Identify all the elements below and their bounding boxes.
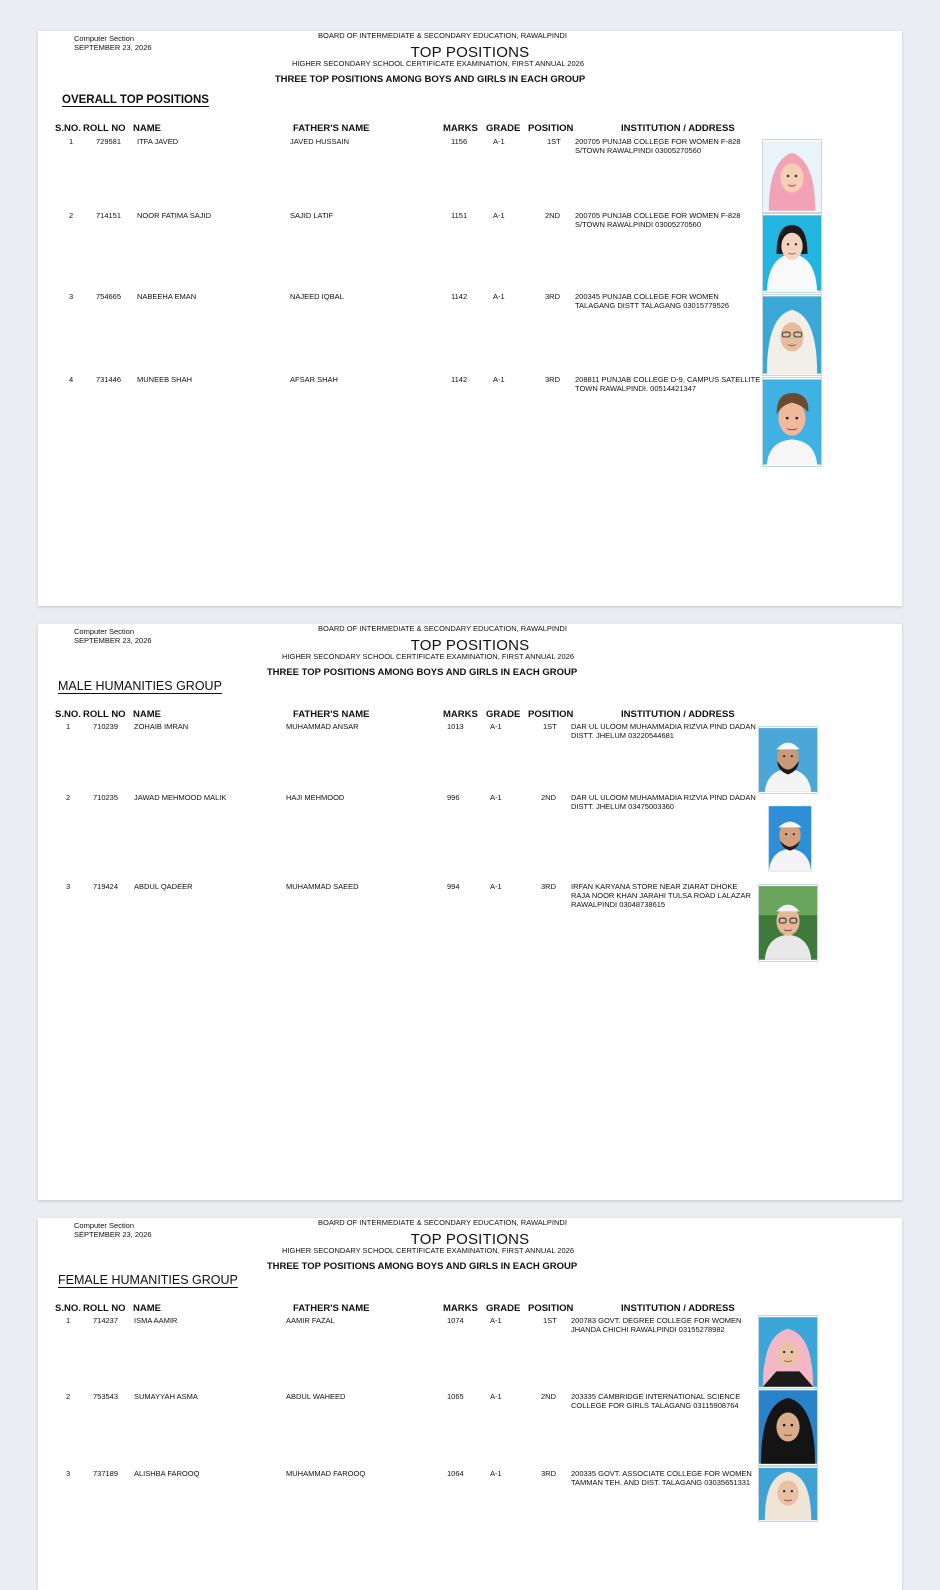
header-marks: MARKS — [443, 1303, 478, 1314]
cell-sno: 3 — [66, 882, 71, 891]
subtitle: THREE TOP POSITIONS AMONG BOYS AND GIRLS IN EACH GROUP — [274, 74, 586, 85]
header-marks: MARKS — [443, 123, 478, 134]
subtitle: THREE TOP POSITIONS AMONG BOYS AND GIRLS IN EACH GROUP — [266, 667, 578, 678]
exam-name: HIGHER SECONDARY SCHOOL CERTIFICATE EXAMINATION, FIRST ANNUAL 2026 — [291, 59, 584, 68]
cell-grade: A-1 — [493, 292, 505, 301]
student-photo — [758, 1315, 818, 1389]
page-female-humanities — [38, 1218, 902, 1590]
cell-sno: 2 — [66, 1392, 71, 1401]
cell-marks: 1013 — [447, 722, 464, 731]
cell-institution: DAR UL ULOOM MUHAMMADIA RIZVIA PIND DADAN DISTT. JHELUM 03220544681 — [571, 722, 756, 740]
cell-name: JAWAD MEHMOOD MALIK — [134, 793, 227, 802]
cell-marks: 1074 — [447, 1316, 464, 1325]
header-position: POSITION — [528, 709, 574, 720]
cell-grade: A-1 — [490, 793, 502, 802]
cell-sno: 1 — [66, 722, 71, 731]
student-photo — [758, 1466, 818, 1522]
cell-father: AAMIR FAZAL — [286, 1316, 335, 1325]
cell-sno: 4 — [69, 375, 74, 384]
cell-institution: DAR UL ULOOM MUHAMMADIA RIZVIA PIND DADAN DISTT. JHELUM 03475003360 — [571, 793, 756, 811]
header-grade: GRADE — [486, 123, 521, 134]
student-photo — [762, 213, 822, 293]
cell-position: 3RD — [545, 375, 561, 384]
cell-father: HAJI MEHMOOD — [286, 793, 345, 802]
cell-grade: A-1 — [493, 137, 505, 146]
cell-grade: A-1 — [490, 722, 502, 731]
cell-marks: 1065 — [447, 1392, 464, 1401]
cell-father: SAJID LATIF — [290, 211, 334, 220]
cell-sno: 1 — [69, 137, 74, 146]
student-photo — [758, 726, 818, 794]
cell-roll: 710239 — [93, 722, 119, 731]
header-institution: INSTITUTION / ADDRESS — [621, 709, 735, 720]
exam-name: HIGHER SECONDARY SCHOOL CERTIFICATE EXAMINATION, FIRST ANNUAL 2026 — [281, 652, 574, 661]
header-sno: S.NO. — [55, 1303, 81, 1314]
cell-marks: 1156 — [451, 137, 468, 146]
cell-sno: 2 — [66, 793, 71, 802]
student-photo — [762, 294, 822, 376]
cell-roll: 714237 — [93, 1316, 119, 1325]
cell-name: ZOHAIB IMRAN — [134, 722, 189, 731]
cell-sno: 2 — [69, 211, 74, 220]
cell-father: AFSAR SHAH — [290, 375, 338, 384]
page-title: TOP POSITIONS — [410, 44, 530, 61]
cell-marks: 1142 — [451, 375, 468, 384]
cell-name: MUNEEB SHAH — [137, 375, 193, 384]
header-grade: GRADE — [486, 1303, 521, 1314]
page-overall — [38, 31, 902, 606]
cell-roll: 714151 — [96, 211, 122, 220]
header-marks: MARKS — [443, 709, 478, 720]
cell-position: 2ND — [545, 211, 561, 220]
cell-position: 2ND — [541, 793, 557, 802]
cell-marks: 996 — [447, 793, 460, 802]
board-name: BOARD OF INTERMEDIATE & SECONDARY EDUCATION, RAWALPINDI — [318, 1218, 567, 1227]
header-institution: INSTITUTION / ADDRESS — [621, 123, 735, 134]
cell-marks: 1064 — [447, 1469, 464, 1478]
header-sno: S.NO. — [55, 709, 81, 720]
exam-name: HIGHER SECONDARY SCHOOL CERTIFICATE EXAMINATION, FIRST ANNUAL 2026 — [281, 1246, 574, 1255]
cell-institution: 200335 GOVT. ASSOCIATE COLLEGE FOR WOMEN TAMMAN TEH. AND DIST. TALAGANG 03035651331 — [571, 1469, 752, 1487]
cell-position: 2ND — [541, 1392, 557, 1401]
student-photo — [762, 377, 822, 467]
cell-roll: 753543 — [93, 1392, 119, 1401]
page-male-humanities — [38, 624, 902, 1200]
student-photo — [762, 139, 822, 213]
cell-marks: 994 — [447, 882, 460, 891]
cell-institution: 200705 PUNJAB COLLEGE FOR WOMEN F-828 S/TOWN RAWALPINDI 03005270560 — [575, 137, 741, 155]
cell-name: NOOR FATIMA SAJID — [137, 211, 212, 220]
group-title: OVERALL TOP POSITIONS — [62, 94, 209, 106]
header-father: FATHER'S NAME — [293, 123, 370, 134]
cell-father: JAVED HUSSAIN — [290, 137, 350, 146]
cell-grade: A-1 — [490, 1469, 502, 1478]
group-title: MALE HUMANITIES GROUP — [58, 679, 222, 693]
cell-name: ITFA JAVED — [137, 137, 179, 146]
cell-position: 3RD — [545, 292, 561, 301]
cell-grade: A-1 — [490, 1316, 502, 1325]
cell-sno: 3 — [69, 292, 74, 301]
page-title: TOP POSITIONS — [410, 637, 530, 654]
computer-section: Computer Section SEPTEMBER 23, 2026 — [74, 1221, 152, 1239]
computer-section: Computer Section SEPTEMBER 23, 2026 — [74, 627, 152, 645]
cell-grade: A-1 — [493, 375, 505, 384]
header-father: FATHER'S NAME — [293, 709, 370, 720]
student-photo — [758, 1388, 818, 1466]
student-photo — [760, 804, 820, 874]
cell-roll: 754665 — [96, 292, 122, 301]
header-roll: ROLL NO — [83, 1303, 126, 1314]
header-name: NAME — [133, 1303, 161, 1314]
cell-name: NABEEHA EMAN — [137, 292, 197, 301]
header-roll: ROLL NO — [83, 123, 126, 134]
cell-grade: A-1 — [490, 882, 502, 891]
cell-sno: 1 — [66, 1316, 71, 1325]
header-position: POSITION — [528, 1303, 574, 1314]
cell-name: SUMAYYAH ASMA — [134, 1392, 198, 1401]
cell-roll: 737189 — [93, 1469, 119, 1478]
cell-father: ABDUL WAHEED — [286, 1392, 346, 1401]
page-title: TOP POSITIONS — [410, 1231, 530, 1248]
cell-position: 3RD — [541, 882, 557, 891]
cell-position: 1ST — [547, 137, 561, 146]
cell-position: 1ST — [543, 1316, 557, 1325]
header-institution: INSTITUTION / ADDRESS — [621, 1303, 735, 1314]
cell-institution: 208811 PUNJAB COLLEGE D-9, CAMPUS SATELLITE TOWN RAWALPINDI. 00514421347 — [575, 375, 761, 393]
board-name: BOARD OF INTERMEDIATE & SECONDARY EDUCATION, RAWALPINDI — [318, 31, 567, 40]
cell-roll: 719424 — [93, 882, 119, 891]
cell-name: ABDUL QADEER — [134, 882, 193, 891]
cell-sno: 3 — [66, 1469, 71, 1478]
cell-position: 1ST — [543, 722, 557, 731]
cell-marks: 1142 — [451, 292, 468, 301]
cell-institution: 200783 GOVT. DEGREE COLLEGE FOR WOMEN JHANDA CHICHI RAWALPINDI 03155278982 — [571, 1316, 742, 1334]
cell-roll: 710235 — [93, 793, 119, 802]
cell-marks: 1151 — [451, 211, 468, 220]
cell-grade: A-1 — [490, 1392, 502, 1401]
student-photo — [758, 884, 818, 962]
header-grade: GRADE — [486, 709, 521, 720]
cell-institution: 200345 PUNJAB COLLEGE FOR WOMEN TALAGANG DISTT TALAGANG 03015779526 — [575, 292, 730, 310]
header-roll: ROLL NO — [83, 709, 126, 720]
cell-name: ISMA AAMIR — [134, 1316, 178, 1325]
cell-father: NAJEED IQBAL — [290, 292, 344, 301]
board-name: BOARD OF INTERMEDIATE & SECONDARY EDUCATION, RAWALPINDI — [318, 624, 567, 633]
cell-roll: 731446 — [96, 375, 122, 384]
cell-position: 3RD — [541, 1469, 557, 1478]
cell-father: MUHAMMAD ANSAR — [286, 722, 359, 731]
cell-roll: 729581 — [96, 137, 122, 146]
cell-institution: 203335 CAMBRIDGE INTERNATIONAL SCIENCE COLLEGE FOR GIRLS TALAGANG 03115908764 — [571, 1392, 741, 1410]
cell-name: ALISHBA FAROOQ — [134, 1469, 200, 1478]
header-position: POSITION — [528, 123, 574, 134]
cell-grade: A-1 — [493, 211, 505, 220]
header-father: FATHER'S NAME — [293, 1303, 370, 1314]
header-sno: S.NO. — [55, 123, 81, 134]
computer-section: Computer Section SEPTEMBER 23, 2026 — [74, 34, 152, 52]
cell-institution: IRFAN KARYANA STORE NEAR ZIARAT DHOKE RAJA NOOR KHAN JARAHI TULSA ROAD LALAZAR RAWALPINDI 03048738615 — [571, 882, 751, 909]
subtitle: THREE TOP POSITIONS AMONG BOYS AND GIRLS IN EACH GROUP — [266, 1261, 578, 1272]
cell-father: MUHAMMAD FAROOQ — [286, 1469, 366, 1478]
header-name: NAME — [133, 123, 161, 134]
cell-father: MUHAMMAD SAEED — [286, 882, 359, 891]
group-title: FEMALE HUMANITIES GROUP — [58, 1273, 238, 1287]
header-name: NAME — [133, 709, 161, 720]
cell-institution: 200705 PUNJAB COLLEGE FOR WOMEN F-828 S/TOWN RAWALPINDI 03005270560 — [575, 211, 741, 229]
